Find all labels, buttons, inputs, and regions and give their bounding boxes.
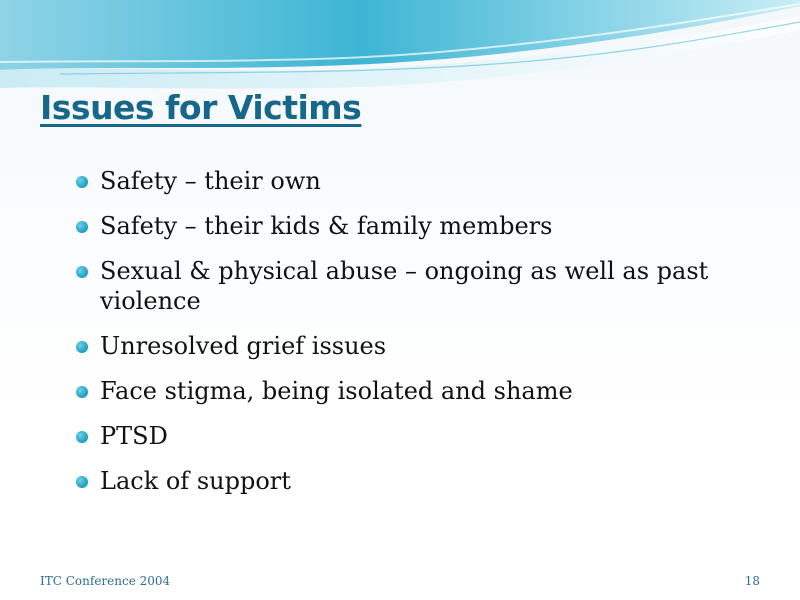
bullet-text: PTSD xyxy=(100,422,168,450)
bullet-text: Lack of support xyxy=(100,467,291,495)
list-item xyxy=(76,331,716,361)
header-wave-decoration xyxy=(0,0,800,100)
bullet-text: Safety – their kids & family members xyxy=(100,212,553,240)
bullet-dot-icon xyxy=(76,176,88,188)
list-item xyxy=(76,466,716,496)
bullet-text: Face stigma, being isolated and shame xyxy=(100,377,573,405)
bullet-dot-icon xyxy=(76,386,88,398)
bullet-dot-icon xyxy=(76,221,88,233)
list-item xyxy=(76,256,716,316)
bullet-dot-icon xyxy=(76,266,88,278)
bullet-dot-icon xyxy=(76,341,88,353)
list-item xyxy=(76,211,716,241)
bullet-text: Unresolved grief issues xyxy=(100,332,387,360)
bullet-text: Safety – their own xyxy=(100,167,321,195)
bullet-text: Sexual & physical abuse – ongoing as well as past violence xyxy=(100,257,709,315)
footer-conference-label: ITC Conference 2004 xyxy=(40,574,171,588)
bullet-dot-icon xyxy=(76,431,88,443)
list-item xyxy=(76,421,716,451)
slide-page-number: 18 xyxy=(744,574,760,588)
bullet-list xyxy=(76,166,716,511)
list-item xyxy=(76,376,716,406)
bullet-dot-icon xyxy=(76,476,88,488)
list-item xyxy=(76,166,716,196)
slide-title: Issues for Victims xyxy=(40,88,362,127)
